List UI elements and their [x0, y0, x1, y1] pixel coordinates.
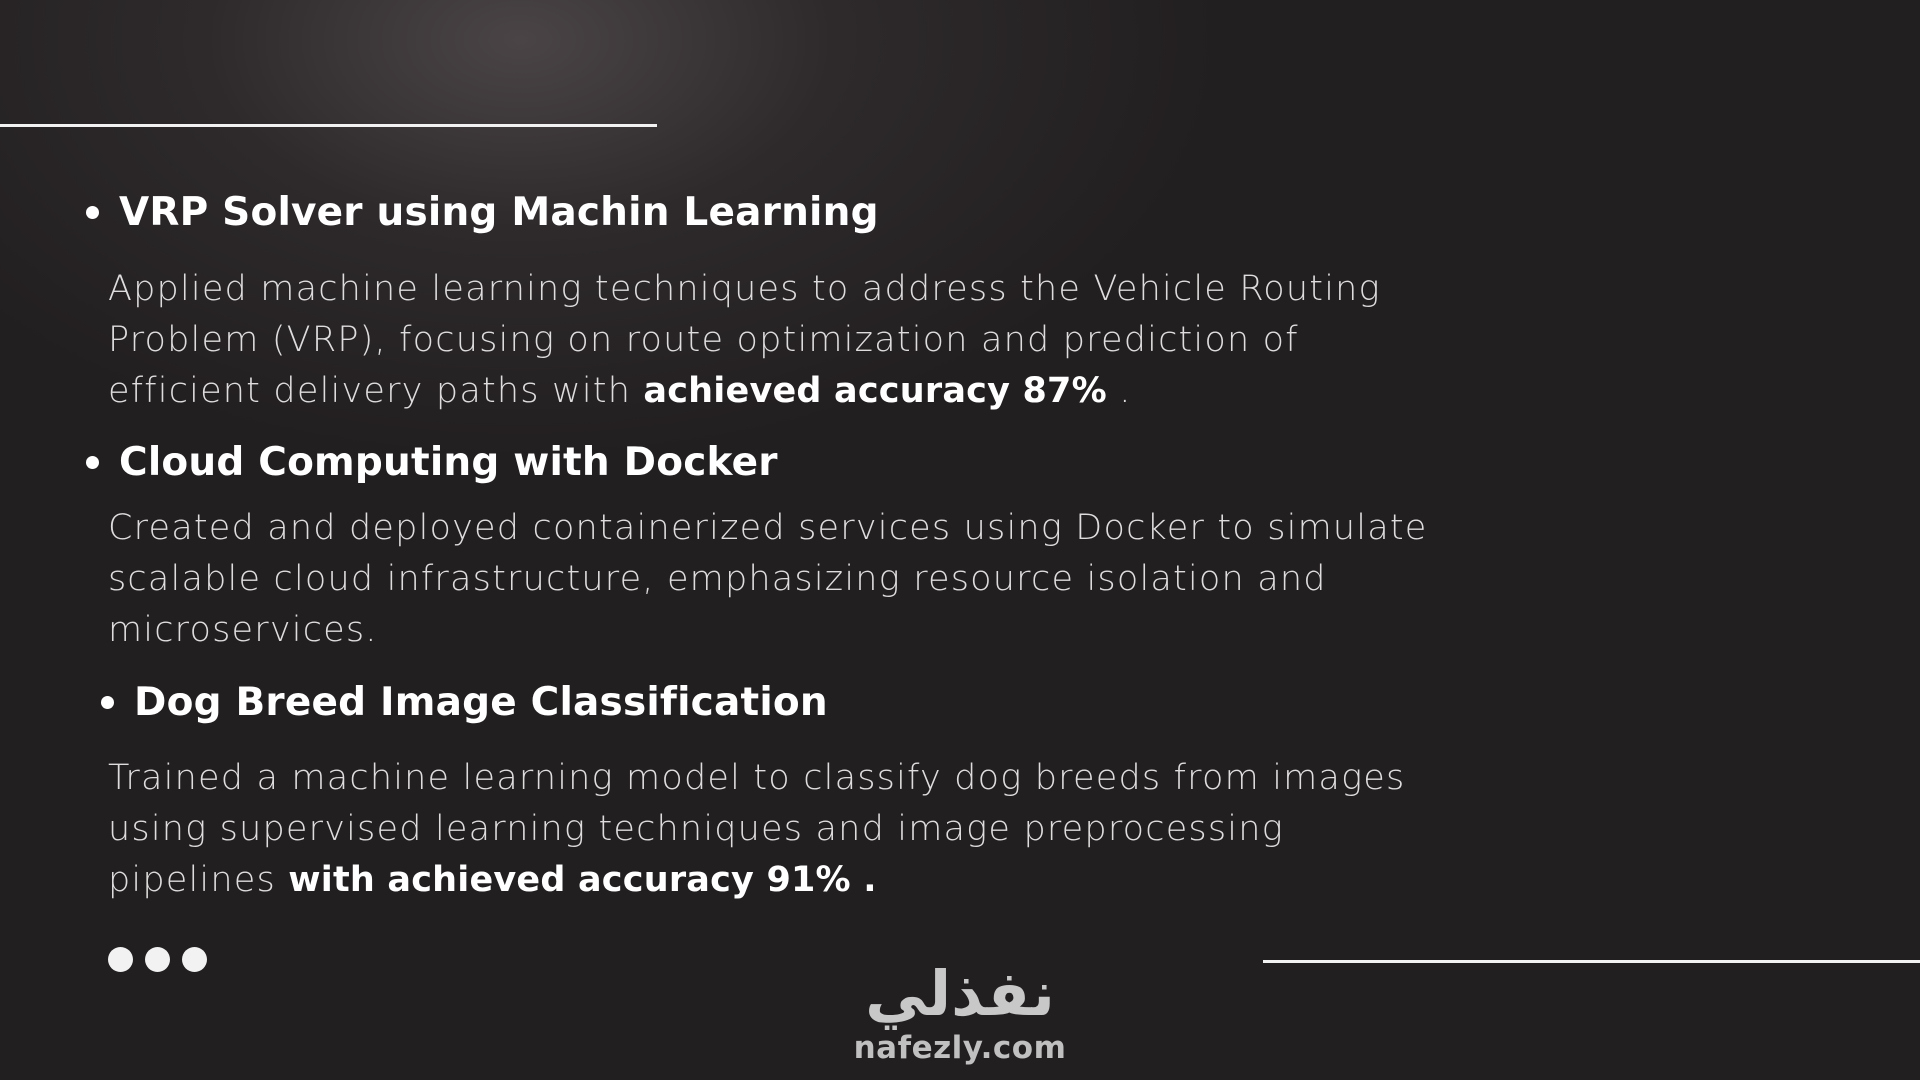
description-tail: . [1106, 371, 1132, 411]
project-title-row [101, 680, 828, 725]
decorative-dots [108, 947, 207, 972]
project-title: VRP Solver using Machin Learning [119, 190, 879, 235]
project-title: Cloud Computing with Docker [119, 440, 778, 485]
bottom-divider-line [1263, 960, 1920, 963]
project-description [108, 264, 1428, 417]
description-highlight: with achieved accuracy 91% . [288, 860, 877, 900]
description-text: Trained a machine learning model to classify dog breeds from images using supervised learning techniques and image preprocessing pipelines [108, 758, 1406, 900]
logo-arabic-text: نفذلي [865, 957, 1055, 1030]
logo-domain-text: nafezly.com [853, 1030, 1067, 1066]
top-divider-line [0, 124, 657, 127]
description-highlight: achieved accuracy 87% [643, 371, 1107, 411]
project-title-row [86, 190, 879, 235]
project-description [108, 503, 1428, 656]
dot-icon [182, 947, 207, 972]
nafezly-logo [820, 958, 1100, 1066]
description-text: Created and deployed containerized services using Docker to simulate scalable cloud infrastructure, emphasizing resource isolation and microservices. [108, 508, 1428, 650]
bullet-icon [101, 696, 114, 709]
project-title: Dog Breed Image Classification [134, 680, 828, 725]
bullet-icon [86, 206, 99, 219]
project-title-row [86, 440, 778, 485]
dot-icon [108, 947, 133, 972]
project-description [108, 753, 1428, 906]
description-text: Applied machine learning techniques to address the Vehicle Routing Problem (VRP), focusing on route optimization and prediction of efficient delivery paths with [108, 269, 1381, 411]
dot-icon [145, 947, 170, 972]
bullet-icon [86, 456, 99, 469]
